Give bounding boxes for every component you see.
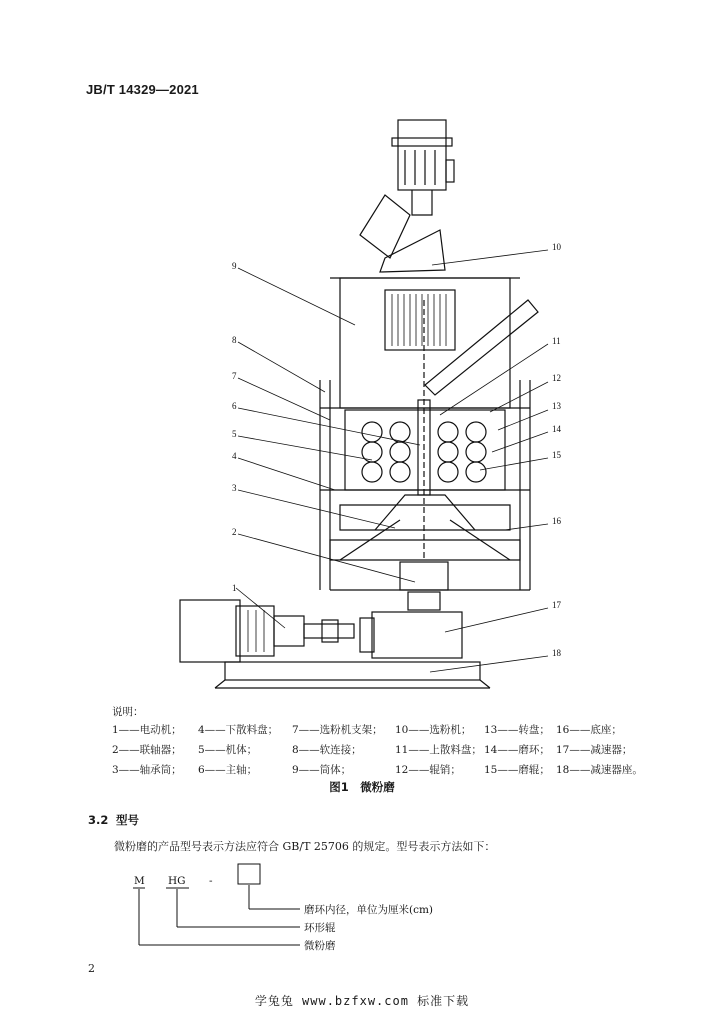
legend-item: 3——轴承筒； [112, 764, 182, 776]
legend-item: 14——磨环； [484, 744, 550, 756]
callout-18: 18 [552, 648, 561, 658]
callout-11: 11 [552, 336, 561, 346]
legend-item: 18——减速器座。 [556, 764, 643, 776]
callout-labels [232, 242, 562, 658]
figure-legend [112, 702, 646, 780]
callout-6: 6 [232, 401, 237, 411]
callout-4: 4 [232, 451, 237, 461]
cylinder-body [340, 278, 510, 408]
callout-5: 5 [232, 429, 237, 439]
callout-7: 7 [232, 371, 237, 381]
legend-row [112, 720, 646, 740]
legend-heading: 说明： [112, 706, 144, 718]
callout-16: 16 [552, 516, 561, 526]
reducer [372, 612, 462, 658]
legend-item: 15——磨辊； [484, 764, 550, 776]
legend-row [112, 760, 646, 780]
reducer-base [225, 662, 480, 680]
model-label-ring-roller: 环形辊 [304, 922, 336, 934]
model-label-micro-mill: 微粉磨 [304, 940, 336, 952]
model-part-m: M [134, 875, 145, 887]
callout-1: 1 [232, 583, 237, 593]
legend-item: 16——底座； [556, 724, 622, 736]
legend-item: 5——机体； [198, 744, 258, 756]
callout-8: 8 [232, 335, 237, 345]
page-number: 2 [88, 962, 95, 975]
legend-item: 11——上散料盘； [395, 744, 482, 756]
callout-15: 15 [552, 450, 561, 460]
figure-caption: 图1 微粉磨 [329, 780, 395, 794]
legend-row [112, 740, 646, 760]
legend-item: 17——减速器； [556, 744, 633, 756]
callout-2: 2 [232, 527, 237, 537]
legend-item: 9——筒体； [292, 764, 352, 776]
legend-item: 6——主轴； [198, 764, 258, 776]
legend-table [112, 720, 646, 780]
section-paragraph: 微粉磨的产品型号表示方法应符合 GB/T 25706 的规定。型号表示方法如下： [114, 840, 496, 853]
legend-item: 12——辊销； [395, 764, 461, 776]
section-number: 3.2 [88, 813, 109, 827]
legend-item: 8——软连接； [292, 744, 362, 756]
callout-3: 3 [232, 483, 237, 493]
model-size-box [238, 864, 260, 884]
callout-10: 10 [552, 242, 561, 252]
legend-item: 13——转盘； [484, 724, 550, 736]
callout-12: 12 [552, 373, 561, 383]
legend-item: 1——电动机； [112, 724, 182, 736]
section-heading [88, 812, 139, 828]
model-dash: - [209, 875, 213, 887]
feed-pipe [425, 300, 538, 395]
callout-9: 9 [232, 261, 237, 271]
model-label-inner-diameter: 磨环内径，单位为厘米(cm) [304, 904, 434, 916]
legend-item: 7——选粉机支架； [292, 724, 383, 736]
model-part-hg: HG [168, 875, 186, 887]
section-title: 型号 [116, 813, 139, 827]
legend-item: 4——下散料盘； [198, 724, 279, 736]
callout-17: 17 [552, 600, 561, 610]
callout-13: 13 [552, 401, 561, 411]
drive-motor [180, 600, 240, 662]
legend-item: 2——联轴器； [112, 744, 182, 756]
standard-number: JB/T 14329—2021 [86, 82, 199, 97]
base-frame [330, 540, 520, 560]
site-footer: 学兔兔 www.bzfxw.com 标准下载 [254, 994, 470, 1008]
callout-14: 14 [552, 424, 561, 434]
legend-item: 10——选粉机； [395, 724, 472, 736]
